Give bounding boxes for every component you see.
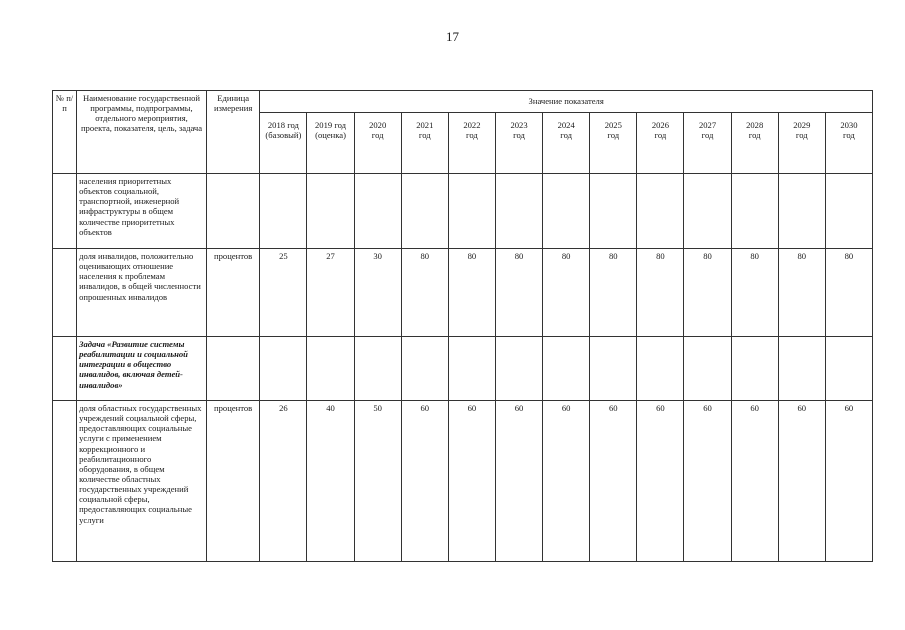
header-year-note: год bbox=[560, 130, 573, 141]
indicator-value: 60 bbox=[448, 401, 495, 562]
indicator-value: 26 bbox=[260, 401, 307, 562]
indicator-value: 80 bbox=[448, 249, 495, 337]
indicator-value bbox=[495, 337, 542, 401]
indicator-value: 60 bbox=[637, 401, 684, 562]
table-body bbox=[53, 174, 873, 562]
indicator-value bbox=[543, 337, 590, 401]
header-year bbox=[260, 113, 307, 174]
header-year-label: 2024 bbox=[557, 120, 575, 130]
header-year-label: 2027 bbox=[698, 120, 717, 130]
header-value-group: Значение показателя bbox=[260, 91, 873, 113]
indicator-value bbox=[354, 337, 401, 401]
indicator-value: 60 bbox=[825, 401, 872, 562]
indicator-value: 60 bbox=[778, 401, 825, 562]
indicator-value bbox=[354, 174, 401, 249]
header-unit: Единица измерения bbox=[206, 91, 259, 174]
indicator-value bbox=[590, 174, 637, 249]
header-year bbox=[448, 113, 495, 174]
header-year-note: (базовый) bbox=[265, 130, 302, 141]
indicator-value bbox=[543, 174, 590, 249]
indicator-value: 25 bbox=[260, 249, 307, 337]
header-year-label: 2022 bbox=[463, 120, 481, 130]
header-year-label: 2025 bbox=[604, 120, 622, 130]
indicator-value: 60 bbox=[495, 401, 542, 562]
indicator-unit: процентов bbox=[206, 401, 259, 562]
indicator-value: 60 bbox=[590, 401, 637, 562]
indicator-value bbox=[448, 174, 495, 249]
indicator-value bbox=[637, 174, 684, 249]
header-year-note: (оценка) bbox=[315, 130, 346, 141]
header-year bbox=[825, 113, 872, 174]
header-year-note: год bbox=[513, 130, 525, 141]
indicator-value: 60 bbox=[401, 401, 448, 562]
indicator-value bbox=[825, 337, 872, 401]
header-year bbox=[731, 113, 778, 174]
indicator-value bbox=[401, 174, 448, 249]
table-row bbox=[53, 401, 873, 562]
indicator-name: доля областных государственных учреждений социальной сферы, предоставляющих социальные услуги с применением коррекционного и реабилитационного оборудования, в общем количестве областных государственных учреждений социальной сферы, предоставляющих социальные услуги bbox=[77, 401, 207, 562]
header-year-label: 2019 год bbox=[314, 120, 347, 130]
table-row bbox=[53, 174, 873, 249]
header-year-label: 2026 bbox=[651, 120, 669, 130]
indicator-value: 80 bbox=[684, 249, 731, 337]
header-year-note: год bbox=[466, 130, 478, 141]
page-number: 17 bbox=[446, 29, 459, 44]
row-num bbox=[53, 249, 77, 337]
indicator-value: 80 bbox=[543, 249, 590, 337]
row-num bbox=[53, 337, 77, 401]
header-year-note: год bbox=[701, 130, 714, 141]
header-year-note: год bbox=[843, 130, 855, 141]
header-year-label: 2028 bbox=[746, 120, 764, 130]
indicator-value bbox=[825, 174, 872, 249]
header-year-note: год bbox=[795, 130, 808, 141]
indicator-value: 60 bbox=[684, 401, 731, 562]
row-num bbox=[53, 401, 77, 562]
header-year bbox=[637, 113, 684, 174]
indicator-value bbox=[684, 337, 731, 401]
indicator-value: 60 bbox=[731, 401, 778, 562]
header-year bbox=[590, 113, 637, 174]
indicator-value: 80 bbox=[495, 249, 542, 337]
indicator-value bbox=[260, 174, 307, 249]
indicator-value: 80 bbox=[637, 249, 684, 337]
indicator-value bbox=[307, 174, 354, 249]
indicator-value bbox=[731, 337, 778, 401]
header-year bbox=[401, 113, 448, 174]
row-num bbox=[53, 174, 77, 249]
indicator-value bbox=[495, 174, 542, 249]
header-year-note: год bbox=[371, 130, 384, 141]
header-year-note: год bbox=[748, 130, 761, 141]
indicator-value: 80 bbox=[778, 249, 825, 337]
indicator-value: 80 bbox=[590, 249, 637, 337]
indicator-name: доля инвалидов, положительно оценивающих отношение населения к проблемам инвалидов, в общей численности опрошенных инвалидов bbox=[77, 249, 207, 337]
indicator-value bbox=[778, 337, 825, 401]
indicator-value: 80 bbox=[731, 249, 778, 337]
table-row bbox=[53, 249, 873, 337]
indicator-unit: процентов bbox=[206, 249, 259, 337]
indicator-value bbox=[684, 174, 731, 249]
indicator-value bbox=[590, 337, 637, 401]
indicator-unit bbox=[206, 337, 259, 401]
task-title: Задача «Развитие системы реабилитации и социальной интеграции в общество инвалидов, включая детей-инвалидов» bbox=[77, 337, 207, 401]
indicator-value: 60 bbox=[543, 401, 590, 562]
indicator-value bbox=[637, 337, 684, 401]
indicator-value bbox=[448, 337, 495, 401]
header-num: № п/п bbox=[53, 91, 77, 174]
header-year bbox=[543, 113, 590, 174]
indicator-value: 30 bbox=[354, 249, 401, 337]
indicator-value bbox=[307, 337, 354, 401]
indicator-value bbox=[778, 174, 825, 249]
header-year bbox=[684, 113, 731, 174]
indicators-table bbox=[52, 90, 873, 562]
indicator-unit bbox=[206, 174, 259, 249]
header-year bbox=[354, 113, 401, 174]
indicator-value bbox=[731, 174, 778, 249]
header-name: Наименование государственной программы, подпрограммы, отдельного мероприятия, проекта, показателя, цель, задача bbox=[77, 91, 207, 174]
indicator-value: 80 bbox=[401, 249, 448, 337]
header-year-note: год bbox=[418, 130, 431, 141]
header-year-note: год bbox=[654, 130, 667, 141]
header-year bbox=[495, 113, 542, 174]
header-year-label: 2023 bbox=[510, 120, 528, 130]
header-year-label: 2021 bbox=[416, 120, 434, 130]
indicator-value bbox=[401, 337, 448, 401]
indicator-value: 80 bbox=[825, 249, 872, 337]
table-row bbox=[53, 337, 873, 401]
indicator-value: 40 bbox=[307, 401, 354, 562]
indicator-name: населения приоритетных объектов социальной, транспортной, инженерной инфраструктуры в общем количестве приоритетных объектов bbox=[77, 174, 207, 249]
header-year-label: 2018 год bbox=[267, 120, 299, 130]
header-year bbox=[307, 113, 354, 174]
header-year-note: год bbox=[607, 130, 620, 141]
indicator-value: 50 bbox=[354, 401, 401, 562]
indicator-value bbox=[260, 337, 307, 401]
header-year bbox=[778, 113, 825, 174]
header-year-label: 2030 bbox=[840, 120, 858, 130]
header-year-label: 2029 bbox=[793, 120, 811, 130]
indicator-value: 27 bbox=[307, 249, 354, 337]
header-year-label: 2020 bbox=[369, 120, 387, 130]
